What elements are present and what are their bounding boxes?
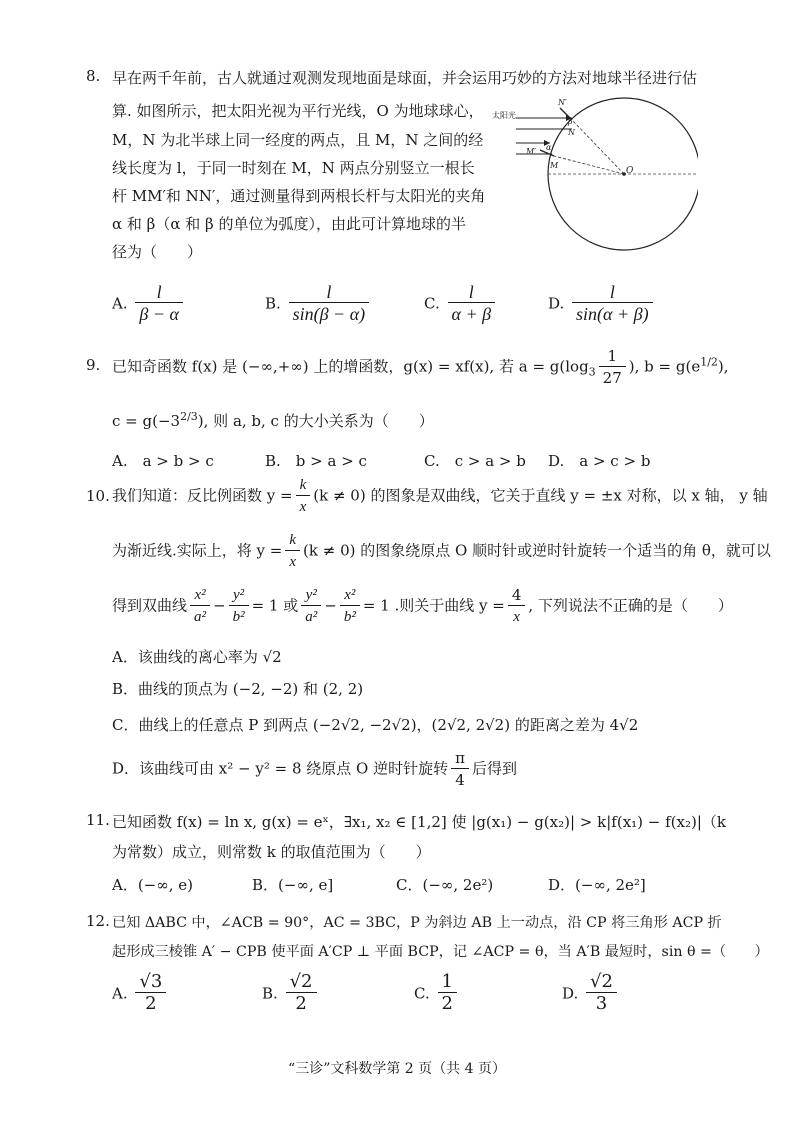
q11-option-d[interactable]: D．(−∞, 2e²] [548, 876, 646, 894]
q9-line2: $c = g(-3^{2/3})$, 则 a, b, c 的大小关系为（ ） [112, 410, 434, 430]
q8-text-line1: 早在两千年前，古人就通过观测发现地面是球面，并会运用巧妙的方法对地球半径进行估 [112, 69, 698, 87]
q10-option-c[interactable]: C．曲线上的任意点 P 到两点 (−2√2, −2√2)，(2√2, 2√2) 的距离之差为 4√2 [112, 716, 639, 734]
q8-text-line2: 算. 如图所示，把太阳光视为平行光线，O 为地球球心， [112, 102, 484, 120]
q12-line1: 已知 ΔABC 中，∠ACB = 90°，AC = 3BC，P 为斜边 AB 上一动点，沿 CP 将三角形 ACP 折 [112, 915, 722, 931]
q8-option-c[interactable]: C. $\frac{l}{\alpha + \beta}$ [424, 282, 498, 325]
q10-number: 10. [86, 487, 110, 505]
q12-line2: 起形成三棱锥 A′ − CPB 使平面 A′CP ⊥ 平面 BCP，记 ∠ACP = θ，当 A′B 最短时，sin θ =（ ） [112, 944, 769, 960]
radius-n [572, 120, 624, 174]
q12-option-d[interactable]: D. $\frac{√2}{3}$ [562, 972, 620, 1015]
q8-number: 8. [86, 67, 101, 85]
q10-option-a[interactable]: A．该曲线的离心率为 √2 [112, 648, 282, 666]
n-label: N [568, 128, 575, 137]
q8-text-line7: 径为（ ） [112, 243, 203, 261]
q8-text-line6: α 和 β（α 和 β 的单位为弧度），由此可计算地球的半 [112, 215, 466, 233]
q10-option-d[interactable]: D．该曲线可由 x² − y² = 8 绕原点 O 逆时针旋转 $\frac{\pi}{4}$ 后得到 [112, 749, 517, 789]
earth-diagram [488, 92, 698, 262]
q8-option-d[interactable]: D. $\frac{l}{\sin(\alpha + \beta)}$ [548, 282, 656, 325]
q10-option-b[interactable]: B．曲线的顶点为 (−2, −2) 和 (2, 2) [112, 680, 364, 698]
m2-label: M′ [526, 147, 537, 156]
q11-option-b[interactable]: B．(−∞, e] [252, 876, 334, 894]
m-label: M [550, 161, 559, 170]
q9-option-a[interactable]: A. a > b > c [112, 452, 214, 470]
q11-option-c[interactable]: C．(−∞, 2e²) [396, 876, 494, 894]
sun-label: 太阳光 [492, 111, 516, 120]
q12-option-a[interactable]: A. $\frac{√3}{2}$ [112, 972, 169, 1015]
q9-option-b[interactable]: B. b > a > c [265, 452, 367, 470]
alpha-label: α [546, 143, 552, 152]
q8-option-a[interactable]: A. $\frac{l}{\beta - \alpha}$ [112, 282, 186, 325]
q10-line1: 我们知道：反比例函数 y = $\frac{k}{x}$ (k ≠ 0) 的图象是双曲线，它关于直线 y = ±x 对称，以 x 轴， y 轴 [112, 477, 768, 515]
q8-text-line4: 线长度为 l，于同一时刻在 M，N 两点分别竖立一根长 [112, 159, 475, 177]
q9-line1: 已知奇函数 f(x) 是 (−∞,+∞) 上的增函数，g(x) = xf(x), 若 $a = g(\log_3$ $\frac{1}{27}$ ), $b = g(e^{1/2})$, [112, 347, 729, 387]
q11-line1: 已知函数 f(x) = ln x, g(x) = eˣ，∃x₁, x₂ ∈ [1,2] 使 |g(x₁) − g(x₂)| > k|f(x₁) − f(x₂)|（k [112, 813, 726, 831]
q8-option-b[interactable]: B. $\frac{l}{\sin(\beta - \alpha)}$ [265, 282, 372, 325]
beta-label: β [568, 117, 573, 126]
q9-option-d[interactable]: D. a > c > b [548, 452, 651, 470]
q12-number: 12. [86, 912, 110, 930]
q12-option-c[interactable]: C. $\frac{1}{2}$ [414, 972, 460, 1015]
q8-text-line5: 杆 MM′和 NN′，通过测量得到两根长杆与太阳光的夹角 [112, 187, 486, 205]
q11-number: 11. [86, 811, 110, 829]
q9-option-c[interactable]: C. c > a > b [424, 452, 526, 470]
o-label: O [626, 166, 634, 176]
q10-line3: 得到双曲线 $\frac{\text{x²}}{\text{a²}}$ − $\frac{\text{y²}}{\text{b²}}$ = 1 或 $\frac{\text{y²}}{\text{a²}}$ − $\frac{\text{x²}}{\text{b²}}$ = 1 .则关于曲线 y = $\frac{4}{x}$ , 下列说法不正确的是（ ） [112, 586, 733, 625]
q11-option-a[interactable]: A．(−∞, e) [112, 876, 194, 894]
q9-number: 9. [86, 356, 101, 374]
q10-line2: 为渐近线.实际上，将 y = $\frac{k}{x}$ (k ≠ 0) 的图象绕原点 O 顺时针或逆时针旋转一个适当的角 θ，就可以 [112, 532, 771, 570]
q12-option-b[interactable]: B. $\frac{√2}{2}$ [262, 972, 320, 1015]
q8-text-line3: M，N 为北半球上同一经度的两点，且 M，N 之间的经 [112, 131, 484, 149]
q11-line2: 为常数）成立，则常数 k 的取值范围为（ ） [112, 843, 431, 861]
page-footer: “三诊”文科数学第 2 页（共 4 页） [288, 1061, 506, 1077]
radius-m [554, 156, 624, 174]
n2-label: N′ [558, 98, 567, 107]
